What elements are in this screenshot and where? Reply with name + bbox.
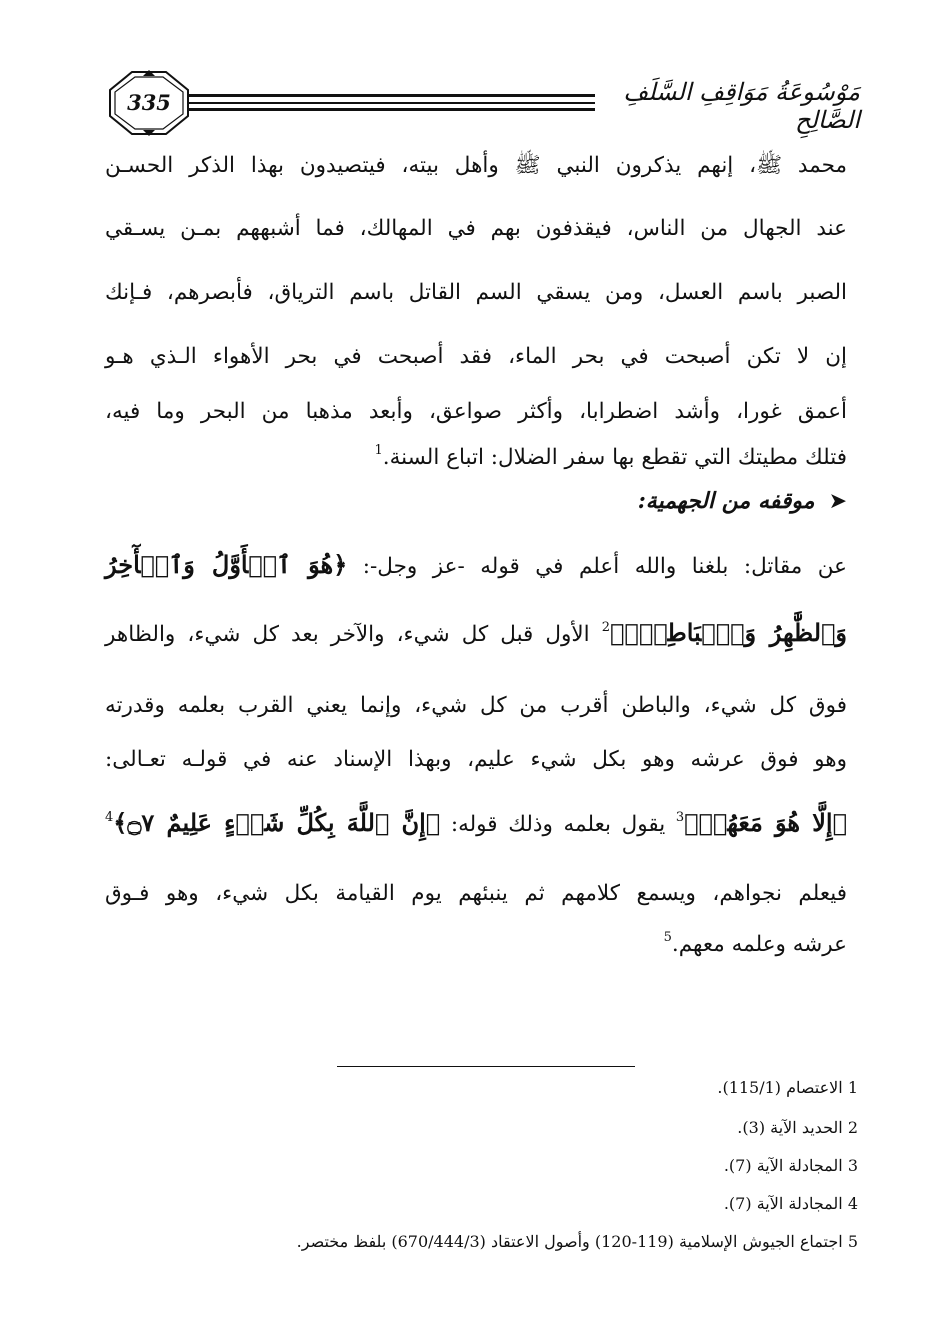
text-line: إن لا تكن أصبحت في بحر الماء، فقد أصبحت في بحر الأهواء الـذي هـو bbox=[105, 344, 847, 369]
footnote: 3 المجادلة الآية (7). bbox=[723, 1156, 858, 1175]
header-rule bbox=[188, 94, 595, 97]
page-header bbox=[100, 68, 860, 138]
heading-text: موقفه من الجهمية: bbox=[637, 488, 815, 514]
text-line bbox=[105, 932, 847, 957]
footnote: 5 اجتماع الجيوش الإسلامية (119-120) وأصول الاعتقاد (670/444/3) بلفظ مختصر. bbox=[296, 1232, 858, 1251]
text-line: محمد ﷺ، إنهم يذكرون النبي ﷺ وأهل بيته، فيتصيدون بهذا الذكر الحسـن bbox=[105, 153, 847, 178]
line-text: يقول بعلمه وذلك قوله: bbox=[440, 812, 676, 837]
line-text: عرشه وعلمه معهم. bbox=[671, 932, 847, 957]
quran-verse: ﴿إِنَّ ٱللَّهَ بِكُلِّ شَيۡءٍ عَلِيمٌ ۝٧﴾ bbox=[113, 808, 441, 837]
footnote-ref: 3 bbox=[675, 810, 685, 825]
footnote-ref: 2 bbox=[601, 620, 611, 635]
footnote-ref: 1 bbox=[374, 443, 383, 458]
text-line: الصبر باسم العسل، ومن يسقي السم القاتل باسم الترياق، فأبصرهم، فـإنك bbox=[105, 280, 847, 305]
quran-verse: ﴿إِلَّا هُوَ مَعَهُمۡ﴾ bbox=[684, 808, 847, 837]
text-line bbox=[105, 550, 847, 579]
footnote: 2 الحديد الآية (3). bbox=[737, 1118, 858, 1137]
text-line bbox=[105, 445, 847, 470]
text-line: فوق كل شيء، والباطن أقرب من كل شيء، وإنما يعني القرب بعلمه وقدرته bbox=[105, 693, 847, 718]
text-line: عند الجهال من الناس، فيقذفون بهم في المهالك، فما أشبههم بمـن يسـقي bbox=[105, 216, 847, 241]
page-number-badge bbox=[108, 70, 190, 136]
page-number: 335 bbox=[127, 90, 171, 115]
quran-verse: ﴿هُوَ ٱلۡأَوَّلُ وَٱلۡأٓخِرُ bbox=[105, 550, 348, 579]
header-rule bbox=[188, 108, 595, 111]
line-text: الأول قبل كل شيء، والآخر بعد كل شيء، والظاهر bbox=[105, 622, 602, 647]
text-line: وهو فوق عرشه وهو بكل شيء عليم، وبهذا الإسناد عنه في قولـه تعـالى: bbox=[105, 747, 847, 772]
footnote-ref: 5 bbox=[663, 930, 672, 945]
section-heading bbox=[105, 488, 847, 514]
text-line bbox=[105, 808, 847, 837]
text-line: أعمق غورا، وأشد اضطرابا، وأكثر صواعق، وأبعد مذهبا من البحر وما فيه، bbox=[105, 399, 847, 424]
quran-verse: وَٱلظَّٰهِرُ وَٱلۡبَاطِنُۖ﴾ bbox=[610, 618, 847, 647]
line-text: فتلك مطيتك التي تقطع بها سفر الضلال: اتباع السنة. bbox=[382, 445, 847, 470]
header-rule bbox=[188, 102, 595, 104]
footnote-ref: 4 bbox=[105, 810, 114, 825]
book-title: مَوْسُوعَةُ مَوَاقِفِ السَّلَفِ الصَّالِحِ bbox=[623, 78, 860, 134]
footnote: 4 المجادلة الآية (7). bbox=[723, 1194, 858, 1213]
footnote-separator bbox=[337, 1066, 635, 1067]
text-line: فيعلم نجواهم، ويسمع كلامهم ثم ينبئهم يوم القيامة بكل شيء، وهو فـوق bbox=[105, 881, 847, 906]
text-line bbox=[105, 618, 847, 647]
footnote: 1 الاعتصام (115/1). bbox=[717, 1078, 858, 1097]
line-text: عن مقاتل: بلغنا والله أعلم في قوله -عز وجل-: bbox=[347, 554, 847, 579]
arrow-icon: ➤ bbox=[828, 489, 847, 514]
